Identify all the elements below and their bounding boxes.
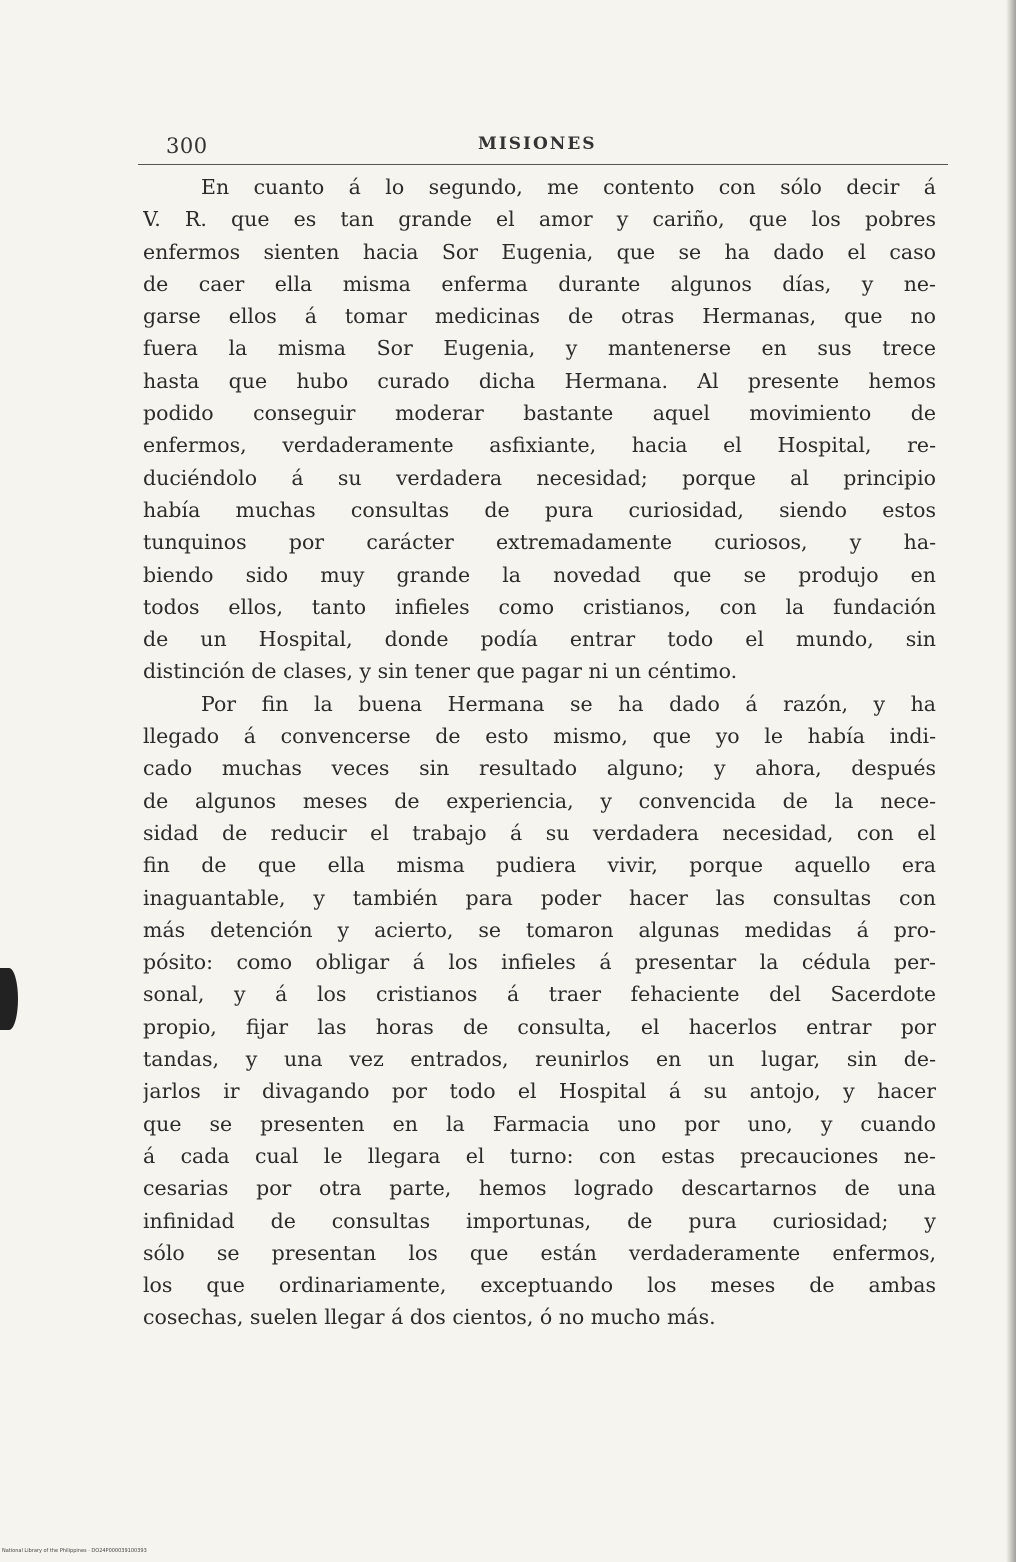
text-line: inaguantable, y también para poder hacer las consultas con <box>143 885 936 910</box>
text-line: hasta que hubo curado dicha Hermana. Al presente hemos <box>143 368 936 393</box>
text-line: garse ellos á tomar medicinas de otras Hermanas, que no <box>143 304 936 329</box>
binding-shadow-mark <box>0 968 18 1030</box>
text-line: más detención y acierto, se tomaron algunas medidas á pro- <box>143 917 936 942</box>
paragraph-2 <box>143 688 936 1334</box>
running-head <box>138 128 948 165</box>
text-line: Por fin la buena Hermana se ha dado á razón, y ha <box>201 691 936 716</box>
paragraph-1 <box>143 171 936 688</box>
text-line: de un Hospital, donde podía entrar todo el mundo, sin <box>143 627 936 652</box>
text-line: fin de que ella misma pudiera vivir, porque aquello era <box>143 853 936 878</box>
page-number: 300 <box>166 134 208 158</box>
text-line: sólo se presentan los que están verdaderamente enfermos, <box>143 1240 936 1265</box>
text-line: V. R. que es tan grande el amor y cariño, que los pobres <box>143 207 936 232</box>
text-line: á cada cual le llegara el turno: con estas precauciones ne- <box>143 1143 936 1168</box>
text-line: había muchas consultas de pura curiosidad, siendo estos <box>143 497 936 522</box>
text-line: fuera la misma Sor Eugenia, y mantenerse en sus trece <box>143 336 936 361</box>
text-line: enfermos, verdaderamente asfixiante, hacia el Hospital, re- <box>143 433 936 458</box>
library-credit: National Library of the Philippines · DO24P000039100393 <box>2 1548 147 1554</box>
page-edge-shadow <box>1006 0 1016 1562</box>
text-line: cosechas, suelen llegar á dos cientos, ó no mucho más. <box>143 1305 716 1330</box>
text-line: tunquinos por carácter extremadamente curiosos, y ha- <box>143 530 936 555</box>
text-line: sidad de reducir el trabajo á su verdadera necesidad, con el <box>143 820 936 845</box>
text-line: llegado á convencerse de esto mismo, que yo le había indi- <box>143 724 936 749</box>
running-title: MISIONES <box>478 134 597 154</box>
text-line: infinidad de consultas importunas, de pura curiosidad; y <box>143 1208 936 1233</box>
text-line: de algunos meses de experiencia, y convencida de la nece- <box>143 788 936 813</box>
text-line: biendo sido muy grande la novedad que se produjo en <box>143 562 936 587</box>
text-line: todos ellos, tanto infieles como cristianos, con la fundación <box>143 594 936 619</box>
text-line: duciéndolo á su verdadera necesidad; porque al principio <box>143 465 936 490</box>
text-line: cado muchas veces sin resultado alguno; y ahora, después <box>143 756 936 781</box>
text-line: sonal, y á los cristianos á traer fehaciente del Sacerdote <box>143 982 936 1007</box>
text-line: enfermos sienten hacia Sor Eugenia, que se ha dado el caso <box>143 239 936 264</box>
text-line: podido conseguir moderar bastante aquel movimiento de <box>143 401 936 426</box>
text-line: pósito: como obligar á los infieles á presentar la cédula per- <box>143 950 936 975</box>
text-line: En cuanto á lo segundo, me contento con sólo decir á <box>201 175 936 199</box>
text-line: distinción de clases, y sin tener que pagar ni un céntimo. <box>143 659 738 684</box>
text-line: los que ordinariamente, exceptuando los meses de ambas <box>143 1273 936 1298</box>
text-line: que se presenten en la Farmacia uno por uno, y cuando <box>143 1111 936 1136</box>
text-line: propio, fijar las horas de consulta, el hacerlos entrar por <box>143 1014 936 1039</box>
text-line: jarlos ir divagando por todo el Hospital á su antojo, y hacer <box>143 1079 936 1104</box>
body-text <box>143 171 936 1334</box>
text-line: tandas, y una vez entrados, reunirlos en un lugar, sin de- <box>143 1047 936 1072</box>
text-line: de caer ella misma enferma durante algunos días, y ne- <box>143 271 936 296</box>
text-line: cesarias por otra parte, hemos logrado descartarnos de una <box>143 1176 936 1201</box>
